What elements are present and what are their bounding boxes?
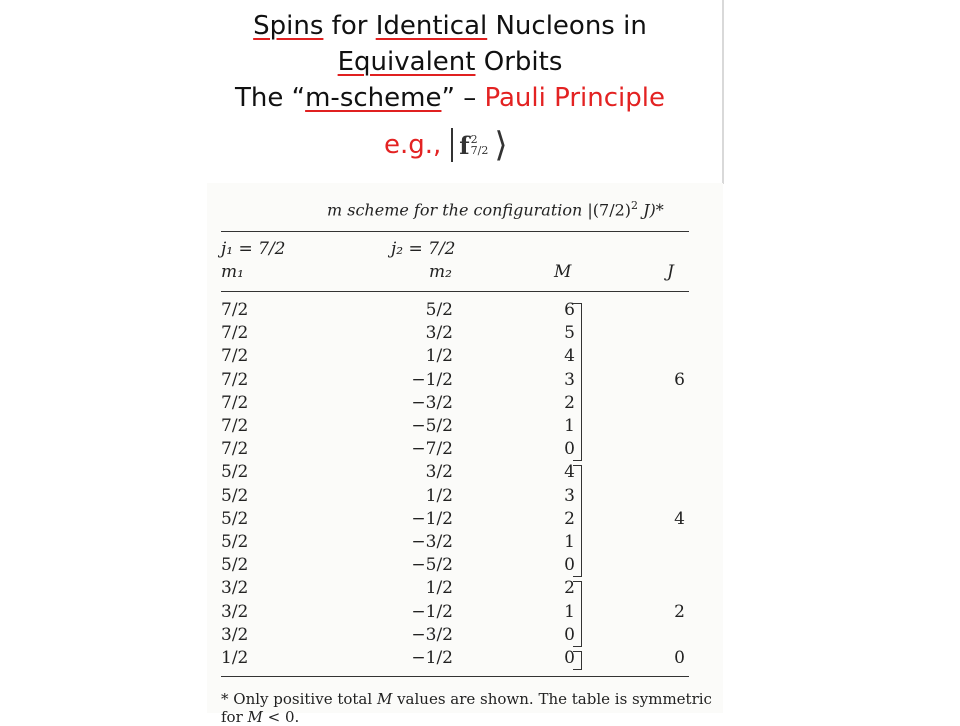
cell-m1: 7/2 (221, 346, 249, 367)
table-row (207, 555, 723, 578)
group-J-value: 6 (674, 369, 685, 390)
header-j2-text: j₂ = 7/2 (391, 239, 456, 259)
table-row (207, 346, 723, 369)
cell-m1: 5/2 (221, 485, 249, 506)
cell-M: 1 (564, 601, 575, 622)
caption-suffix: J)* (638, 200, 664, 220)
caption-text: m scheme for the configuration (327, 200, 588, 220)
example-line (384, 124, 508, 166)
footnote-M: M (376, 690, 393, 708)
table-row (207, 486, 723, 509)
table-caption (327, 199, 664, 219)
cell-m2: 5/2 (425, 300, 453, 320)
ket-scripts (471, 134, 489, 156)
cell-m2: 3/2 (425, 462, 453, 483)
group-J-value: 0 (674, 648, 685, 668)
cell-m1: 3/2 (221, 601, 249, 622)
table-footnote (221, 690, 723, 726)
cell-m1: 7/2 (221, 416, 249, 436)
title-text: The “ (235, 83, 306, 113)
group-bracket (573, 581, 582, 647)
cell-m2: −1/2 (411, 508, 453, 529)
title-pauli-principle: Pauli Principle (484, 83, 665, 113)
cell-m1: 7/2 (221, 369, 249, 390)
group-bracket (573, 651, 582, 670)
cell-m1: 7/2 (221, 439, 249, 460)
table-row (207, 370, 723, 393)
cell-m2: −5/2 (411, 555, 453, 576)
cell-m1: 1/2 (221, 648, 249, 668)
cell-m2: 1/2 (425, 485, 453, 506)
footnote-M: M (247, 708, 263, 726)
cell-M: 4 (564, 346, 575, 367)
header-j1 (221, 239, 286, 259)
cell-M: 5 (564, 323, 575, 344)
footnote-text: < 0. (262, 708, 300, 726)
cell-m1: 7/2 (221, 323, 249, 344)
table-row (207, 625, 723, 648)
cell-m1: 7/2 (221, 300, 249, 320)
table-row (207, 532, 723, 555)
header-m2-text: m₂ (429, 262, 452, 282)
cell-m1: 5/2 (221, 462, 249, 483)
group-J-value: 2 (674, 601, 685, 622)
table-row (207, 439, 723, 462)
cell-m1: 7/2 (221, 392, 249, 413)
cell-M: 2 (564, 392, 575, 413)
cell-m2: −7/2 (411, 439, 453, 460)
cell-M: 1 (564, 416, 575, 436)
header-J-text: J (667, 262, 674, 282)
table-top-rule (221, 231, 689, 232)
cell-M: 0 (564, 648, 575, 668)
table-row (207, 578, 723, 601)
cell-M: 4 (564, 462, 575, 483)
eg-label: e.g., (384, 130, 442, 160)
cell-M: 3 (564, 369, 575, 390)
caption-math: |(7/2) (587, 200, 632, 220)
cell-M: 1 (564, 532, 575, 552)
cell-M: 2 (564, 578, 575, 599)
title-word-spins: Spins (253, 11, 324, 41)
ket-state (459, 131, 488, 160)
header-m2 (429, 262, 452, 282)
cell-m2: −5/2 (411, 416, 453, 436)
header-j2 (391, 239, 456, 259)
cell-m2: −1/2 (411, 601, 453, 622)
table-row (207, 648, 723, 671)
ket-angle-icon: ⟩ (494, 125, 508, 165)
cell-m2: −3/2 (411, 532, 453, 552)
header-j1-text: j₁ = 7/2 (221, 239, 286, 259)
header-M-text: M (554, 262, 572, 282)
title-line-1 (150, 8, 750, 44)
cell-M: 2 (564, 508, 575, 529)
title-text: ” – (441, 83, 485, 113)
caption-exponent: 2 (631, 199, 639, 212)
cell-m2: 1/2 (425, 346, 453, 367)
cell-m2: 3/2 (425, 323, 453, 344)
cell-m1: 3/2 (221, 624, 249, 645)
table-row (207, 462, 723, 485)
title-word-m-scheme: m-scheme (305, 83, 442, 113)
table-row (207, 509, 723, 532)
cell-m2: 1/2 (425, 578, 453, 599)
cell-m2: −3/2 (411, 392, 453, 413)
cell-m1: 5/2 (221, 555, 249, 576)
table-header-rule (221, 291, 689, 292)
title-word-identical: Identical (375, 11, 488, 41)
group-bracket (573, 465, 582, 577)
table-bottom-rule (221, 676, 689, 677)
title-line-2 (150, 44, 750, 80)
cell-m1: 5/2 (221, 508, 249, 529)
cell-m2: −1/2 (411, 369, 453, 390)
cell-m1: 5/2 (221, 532, 249, 552)
header-m1 (221, 262, 244, 282)
title-word-equivalent: Equivalent (337, 47, 476, 77)
cell-m2: −3/2 (411, 624, 453, 645)
cell-M: 3 (564, 485, 575, 506)
cell-M: 0 (564, 555, 575, 576)
table-row (207, 416, 723, 439)
group-J-value: 4 (674, 508, 685, 529)
cell-m2: −1/2 (411, 648, 453, 668)
title-text: Nucleons in (487, 11, 647, 41)
cell-M: 0 (564, 439, 575, 460)
title-line-3 (150, 80, 750, 116)
title-text: Orbits (475, 47, 563, 77)
table-row (207, 393, 723, 416)
table-row (207, 323, 723, 346)
footnote-text: * Only positive total (221, 690, 377, 708)
group-bracket (573, 303, 582, 461)
ket-superscript: 2 (470, 133, 478, 146)
cell-m1: 3/2 (221, 578, 249, 599)
header-J (667, 262, 674, 282)
cell-M: 0 (564, 624, 575, 645)
ket-subscript: 7/2 (470, 144, 489, 157)
ket-symbol: f (459, 130, 470, 160)
ket-bar (451, 128, 453, 162)
table-row (207, 300, 723, 323)
header-M (554, 262, 571, 282)
title-text: for (323, 11, 376, 41)
header-m1-text: m₁ (221, 262, 244, 282)
cell-M: 6 (564, 300, 575, 320)
scanned-table (207, 183, 723, 726)
table-row (207, 602, 723, 625)
footnote-text: values are shown. The table is symmetric for (221, 690, 712, 726)
